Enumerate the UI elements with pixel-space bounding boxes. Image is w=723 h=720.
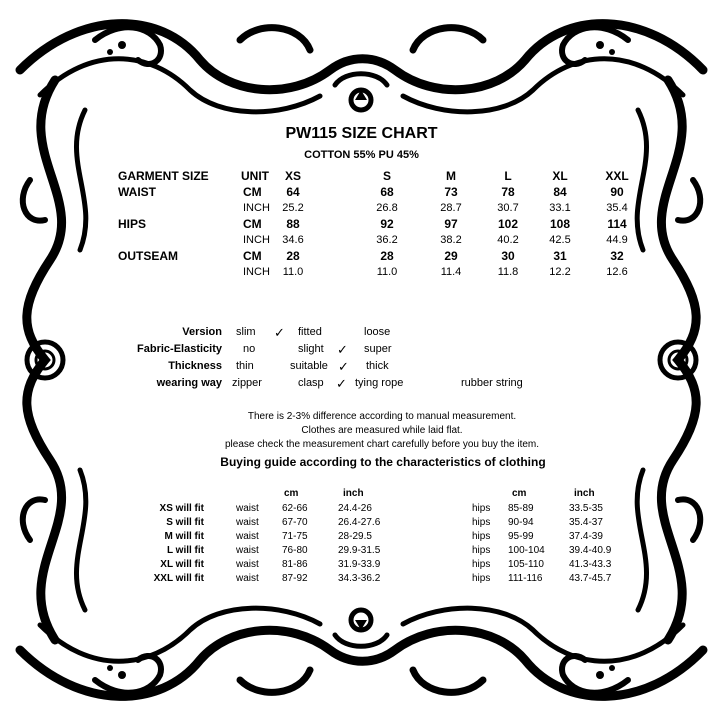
guide-hips-inch: 37.4-39 <box>569 531 603 542</box>
guide-waist-cm: 71-75 <box>282 531 308 542</box>
guide-size-label: S will fit <box>166 517 204 528</box>
size-value-cell: 30.7 <box>497 202 519 214</box>
attribute-option: zipper <box>232 377 262 389</box>
guide-hips-cm: 95-99 <box>508 531 534 542</box>
size-value-cell: 34.6 <box>282 234 304 246</box>
size-value-cell: 25.2 <box>282 202 304 214</box>
attribute-label: wearing way <box>156 377 222 389</box>
check-mark-icon: ✓ <box>337 342 348 357</box>
attribute-option: clasp <box>298 377 324 389</box>
guide-part-waist: waist <box>236 559 259 570</box>
guide-size-label: L will fit <box>166 545 204 556</box>
size-value-cell: 32 <box>610 249 624 263</box>
guide-part-hips: hips <box>472 531 491 542</box>
guide-cm-label-right: cm <box>512 488 527 499</box>
size-value-cell: 11.8 <box>497 266 519 278</box>
size-value-cell: 73 <box>444 185 458 199</box>
measure-label-outseam: OUTSEAM <box>118 249 178 263</box>
size-value-cell: 31 <box>553 249 567 263</box>
guide-hips-cm: 100-104 <box>508 545 545 556</box>
guide-waist-cm: 62-66 <box>282 503 308 514</box>
unit-cell: CM <box>243 185 262 199</box>
guide-waist-cm: 76-80 <box>282 545 308 556</box>
guide-hips-inch: 41.3-43.3 <box>569 559 612 570</box>
size-value-cell: 33.1 <box>549 202 571 214</box>
size-value-cell: 30 <box>501 249 515 263</box>
guide-waist-cm: 81-86 <box>282 559 308 570</box>
size-value-cell: 44.9 <box>606 234 628 246</box>
check-mark-icon: ✓ <box>338 359 349 374</box>
guide-part-waist: waist <box>236 517 259 528</box>
size-value-cell: 26.8 <box>376 202 398 214</box>
guide-waist-cm: 87-92 <box>282 573 308 584</box>
unit-cell: INCH <box>243 266 270 278</box>
unit-cell: INCH <box>243 202 270 214</box>
size-value-cell: 68 <box>380 185 394 199</box>
size-value-cell: 38.2 <box>440 234 462 246</box>
guide-part-hips: hips <box>472 573 491 584</box>
guide-hips-inch: 39.4-40.9 <box>569 545 612 556</box>
size-value-cell: 35.4 <box>606 202 628 214</box>
guide-waist-inch: 31.9-33.9 <box>338 559 381 570</box>
check-mark-icon: ✓ <box>274 325 285 340</box>
size-value-cell: 12.2 <box>549 266 571 278</box>
attribute-option: no <box>243 343 256 355</box>
attribute-option: slight <box>298 343 324 355</box>
guide-part-waist: waist <box>236 545 259 556</box>
buying-guide-title: Buying guide according to the characteristics of clothing <box>220 455 546 469</box>
size-value-cell: 11.0 <box>376 266 398 278</box>
guide-waist-cm: 67-70 <box>282 517 308 528</box>
attribute-option: loose <box>364 326 391 338</box>
size-header-l: L <box>504 169 512 183</box>
size-header-s: S <box>382 169 391 183</box>
attribute-option: thick <box>366 360 389 372</box>
guide-size-label: M will fit <box>164 531 204 542</box>
attribute-option: super <box>364 343 392 355</box>
guide-inch-label-right: inch <box>574 488 595 499</box>
guide-waist-inch: 34.3-36.2 <box>338 573 381 584</box>
size-value-cell: 92 <box>380 217 394 231</box>
guide-part-waist: waist <box>236 531 259 542</box>
unit-cell: INCH <box>243 234 270 246</box>
size-value-cell: 29 <box>444 249 458 263</box>
unit-cell: CM <box>243 249 262 263</box>
guide-waist-inch: 24.4-26 <box>338 503 372 514</box>
attribute-label: Thickness <box>168 360 222 372</box>
size-value-cell: 102 <box>497 217 519 231</box>
size-value-cell: 64 <box>286 185 300 199</box>
size-value-cell: 12.6 <box>606 266 628 278</box>
guide-waist-inch: 29.9-31.5 <box>338 545 381 556</box>
size-value-cell: 42.5 <box>549 234 571 246</box>
measure-label-waist: WAIST <box>118 185 156 199</box>
guide-hips-inch: 43.7-45.7 <box>569 573 612 584</box>
size-value-cell: 97 <box>444 217 458 231</box>
guide-part-hips: hips <box>472 545 491 556</box>
size-value-cell: 28.7 <box>440 202 462 214</box>
size-value-cell: 40.2 <box>497 234 519 246</box>
guide-hips-cm: 85-89 <box>508 503 534 514</box>
guide-waist-inch: 26.4-27.6 <box>338 517 381 528</box>
size-header-m: M <box>446 169 456 183</box>
size-header-xs: XS <box>284 169 301 183</box>
attribute-option: thin <box>236 360 254 372</box>
guide-size-label: XXL will fit <box>153 573 204 584</box>
note-measured: Clothes are measured while laid flat. <box>301 425 463 436</box>
measure-label-hips: HIPS <box>118 217 147 231</box>
guide-part-waist: waist <box>236 503 259 514</box>
attribute-label: Fabric-Elasticity <box>137 343 222 355</box>
size-value-cell: 84 <box>553 185 567 199</box>
size-value-cell: 90 <box>610 185 624 199</box>
guide-part-hips: hips <box>472 503 491 514</box>
size-value-cell: 78 <box>501 185 515 199</box>
guide-inch-label-left: inch <box>343 488 364 499</box>
note-check-chart: please check the measurement chart carefully before you buy the item. <box>224 439 540 450</box>
guide-hips-cm: 111-116 <box>508 573 543 584</box>
size-value-cell: 88 <box>286 217 300 231</box>
guide-hips-cm: 105-110 <box>508 559 544 570</box>
note-difference: There is 2-3% difference according to manual measurement. <box>247 411 517 422</box>
chart-title: PW115 SIZE CHART <box>285 125 438 142</box>
attribute-option: tying rope <box>355 377 404 389</box>
material-subtitle: COTTON 55% PU 45% <box>304 149 419 161</box>
size-value-cell: 108 <box>549 217 571 231</box>
size-value-cell: 36.2 <box>376 234 398 246</box>
guide-size-label: XS will fit <box>159 503 204 514</box>
attribute-option: slim <box>236 326 256 338</box>
size-value-cell: 28 <box>286 249 300 263</box>
size-header-xxl: XXL <box>605 169 629 183</box>
guide-hips-inch: 33.5-35 <box>569 503 603 514</box>
size-value-cell: 11.4 <box>440 266 462 278</box>
guide-waist-inch: 28-29.5 <box>338 531 372 542</box>
size-value-cell: 114 <box>607 217 627 231</box>
attribute-option: fitted <box>298 326 322 338</box>
size-value-cell: 28 <box>380 249 394 263</box>
guide-size-label: XL will fit <box>160 559 204 570</box>
size-value-cell: 11.0 <box>282 266 304 278</box>
guide-part-hips: hips <box>472 559 491 570</box>
check-mark-icon: ✓ <box>336 376 347 391</box>
guide-hips-cm: 90-94 <box>508 517 534 528</box>
attribute-label: Version <box>182 326 222 338</box>
attribute-option: rubber string <box>461 377 523 389</box>
guide-part-waist: waist <box>236 573 259 584</box>
attribute-option: suitable <box>290 360 328 372</box>
garment-size-label: GARMENT SIZE <box>118 169 209 183</box>
unit-cell: CM <box>243 217 262 231</box>
guide-part-hips: hips <box>472 517 491 528</box>
unit-label: UNIT <box>241 169 269 183</box>
guide-hips-inch: 35.4-37 <box>569 517 603 528</box>
size-header-xl: XL <box>552 169 568 183</box>
guide-cm-label-left: cm <box>284 488 299 499</box>
